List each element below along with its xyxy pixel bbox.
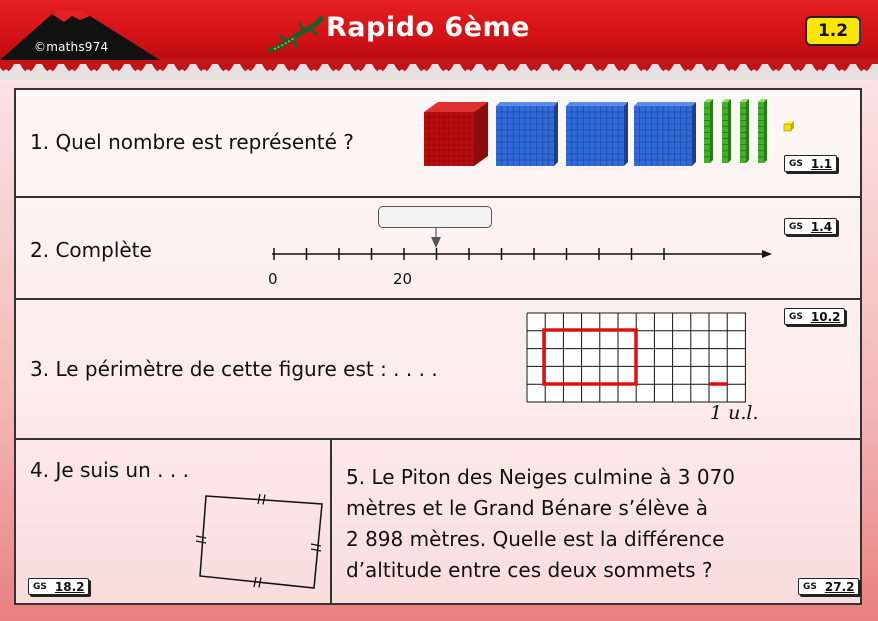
question-3-text: 3. Le périmètre de cette figure est : . . . .: [30, 357, 438, 381]
question-5-line-2: mètres et le Grand Bénare s’élève à: [346, 496, 709, 520]
axis-label-20: 20: [393, 270, 413, 288]
base-ten-blocks: [420, 98, 810, 170]
gs-label: GS: [789, 311, 803, 322]
gs-label: GS: [33, 581, 47, 592]
ten-rod: [758, 99, 767, 163]
axis-label-0: 0: [268, 270, 278, 288]
gs-label: GS: [803, 581, 817, 592]
pointer-arrow-icon: [431, 237, 441, 248]
question-5-line-3: 2 898 mètres. Quelle est la différence: [346, 527, 725, 551]
gs-badge-3: [784, 308, 845, 325]
question-5-text: [346, 462, 735, 586]
gs-value: 1.4: [810, 219, 833, 234]
number-line: [266, 228, 776, 260]
question-1-text: 1. Quel nombre est représenté ?: [30, 130, 354, 154]
question-frame: [14, 88, 862, 605]
question-3-row: [16, 300, 860, 440]
hundred-flat: [566, 102, 628, 166]
gs-badge-2: [784, 218, 837, 235]
thousand-cube: [424, 102, 488, 166]
ten-rod: [704, 99, 713, 163]
gs-badge-4: [28, 578, 89, 595]
gecko-icon: [266, 14, 324, 56]
question-5-line-4: d’altitude entre ces deux sommets ?: [346, 558, 713, 582]
gs-value: 18.2: [54, 579, 85, 594]
question-5-line-1: 5. Le Piton des Neiges culmine à 3 070: [346, 465, 736, 489]
column-divider: [330, 439, 332, 605]
copyright-text: ©maths974: [34, 40, 109, 54]
question-2-row: [16, 198, 860, 300]
version-badge: 1.2: [805, 16, 861, 46]
quadrilateral-figure: [192, 488, 326, 594]
unit-label: 1 u.l.: [710, 402, 759, 424]
gs-badge-1: [784, 155, 837, 172]
unit-cube: [784, 121, 794, 131]
gs-label: GS: [789, 158, 803, 169]
gs-label: GS: [789, 221, 803, 232]
gs-value: 1.1: [810, 156, 833, 171]
lace-border: [0, 58, 878, 80]
hundred-flat: [634, 102, 696, 166]
answer-box[interactable]: [378, 206, 492, 228]
gs-value: 27.2: [824, 579, 855, 594]
question-2-text: 2. Complète: [30, 238, 152, 262]
perimeter-grid: [526, 312, 748, 404]
page-title: Rapido 6ème: [326, 12, 530, 43]
question-4-text: 4. Je suis un . . .: [30, 458, 189, 482]
gs-badge-5: [798, 578, 859, 595]
arrow-head-icon: [762, 250, 772, 258]
hundred-flat: [496, 102, 558, 166]
ten-rod: [722, 99, 731, 163]
ten-rod: [740, 99, 749, 163]
gs-value: 10.2: [810, 309, 841, 324]
question-1-row: [16, 90, 860, 198]
